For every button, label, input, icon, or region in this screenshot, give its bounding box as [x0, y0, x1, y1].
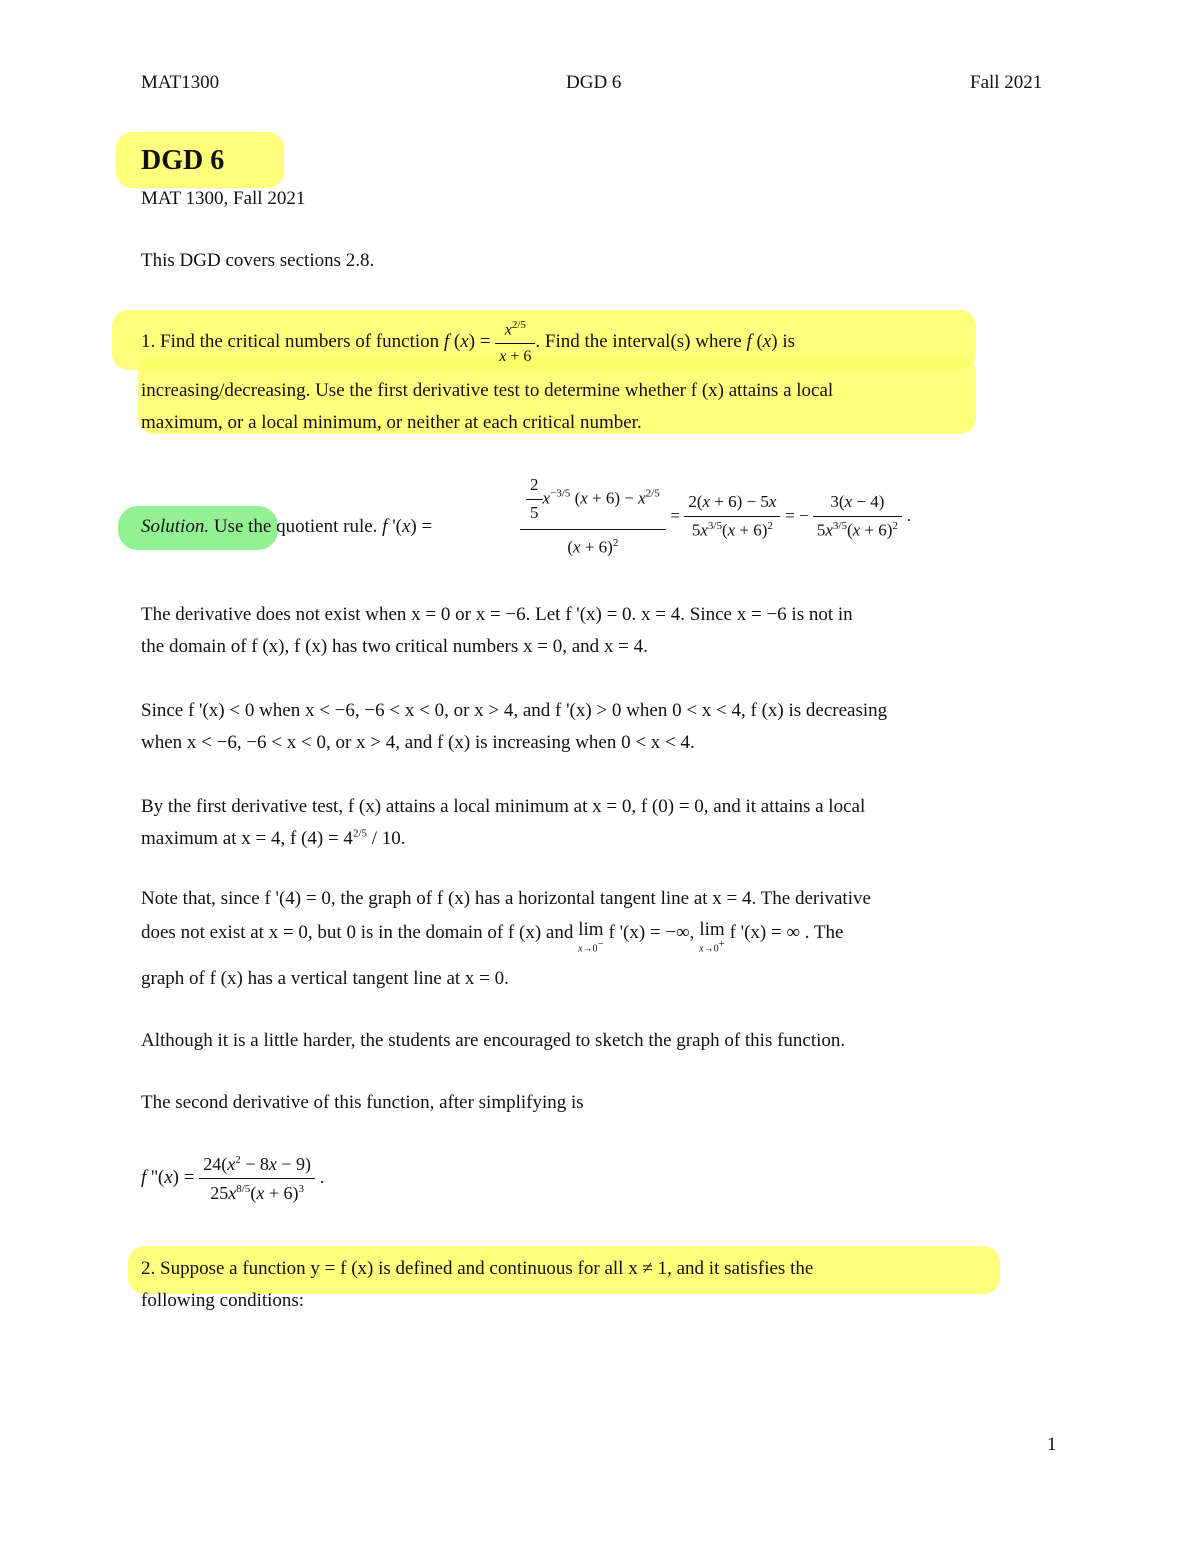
- paragraph-1-line-2: the domain of f (x), f (x) has two critical numbers x = 0, and x = 4.: [141, 636, 648, 657]
- paragraph-5: Although it is a little harder, the students are encouraged to sketch the graph of this function.: [141, 1030, 846, 1051]
- header-left: MAT1300: [141, 72, 220, 93]
- paragraph-2-line-2: when x < −6, −6 < x < 0, or x > 4, and f (x) is increasing when 0 < x < 4.: [141, 732, 695, 753]
- paragraph-3-text-a: maximum at x = 4, f (4) = 4: [141, 828, 353, 849]
- q2-text: Suppose a function y = f (x) is defined and continuous for all x ≠ 1, and it satisfies the: [160, 1258, 814, 1279]
- paragraph-4-text-a: does not exist at x = 0, but 0 is in the domain of f (x) and: [141, 922, 579, 943]
- paragraph-6: The second derivative of this function, after simplifying is: [141, 1092, 584, 1113]
- limit-right: lim x→0+: [699, 919, 725, 955]
- first-derivative-equation: $\frac{2}{5}$ $x^{-3/5}$ $(x + 6) - x^{2/5}$ $(x + 6)^2$ = $\frac{2(x + 6) - 5x}{5x^{3/5}(x + 6)^2}$ = − $\frac{3(x - 4)}{5x^{3/5}(x + 6)^2}$ .: [520, 474, 911, 559]
- paragraph-4-line-1: Note that, since f '(4) = 0, the graph of f (x) has a horizontal tangent line at x = 4. The derivative: [141, 888, 871, 909]
- paragraph-2-line-1: Since f '(x) < 0 when x < −6, −6 < x < 0, or x > 4, and f '(x) > 0 when 0 < x < 4, f (x) is decreasing: [141, 700, 888, 721]
- q1-text-b: . Find the interval(s) where: [535, 331, 747, 353]
- solution-line: Solution. Use the quotient rule. f '(x) =: [141, 516, 433, 537]
- q2-line-1: [141, 1256, 813, 1282]
- q1-text-a: Find the critical numbers of function: [160, 331, 444, 353]
- q1-line-3: maximum, or a local minimum, or neither at each critical number.: [141, 412, 642, 433]
- q1-line-2: increasing/decreasing. Use the first derivative test to determine whether f (x) attains a local: [141, 380, 834, 401]
- q1-line-1: 1. Find the critical numbers of function f (x) = $\frac{x^{2/5}}{x + 6}$ . Find the interval(s) where f (x) is: [141, 318, 795, 368]
- paragraph-3-line-1: By the first derivative test, f (x) attains a local minimum at x = 0, f (0) = 0, and it attains a local: [141, 796, 866, 817]
- limit-left: lim x→0−: [578, 919, 604, 955]
- solution-intro: Use the quotient rule.: [209, 516, 383, 537]
- header-right: Fall 2021: [970, 72, 1043, 93]
- q1-function-fraction: $\frac{x^{2/5}}{x + 6}$: [495, 318, 535, 368]
- paragraph-3-exponent: 2/5: [352, 827, 367, 840]
- document-title: DGD 6: [141, 145, 225, 176]
- header-center: DGD 6: [566, 72, 622, 93]
- q1-text-c: is: [777, 331, 795, 353]
- paragraph-4-text-b: f '(x) = −∞,: [603, 922, 700, 943]
- q2-line-2: following conditions:: [141, 1290, 305, 1311]
- paragraph-4-text-c: f '(x) = ∞ . The: [724, 922, 844, 943]
- second-derivative-equation: f ''(x) = $\frac{24(x^2 - 8x - 9)}{25x^{8/5}(x + 6)^3}$ .: [141, 1154, 325, 1204]
- intro-text: This DGD covers sections 2.8.: [141, 250, 375, 271]
- paragraph-3-text-b: / 10.: [367, 828, 406, 849]
- paragraph-1-line-1: The derivative does not exist when x = 0 or x = −6. Let f '(x) = 0. x = 4. Since x = −6 is not in: [141, 604, 853, 625]
- page-number: 1: [1047, 1434, 1057, 1455]
- paragraph-4-line-3: graph of f (x) has a vertical tangent line at x = 0.: [141, 968, 509, 989]
- q1-number: 1.: [141, 331, 156, 353]
- document-subtitle: MAT 1300, Fall 2021: [141, 188, 306, 209]
- q2-number: 2.: [141, 1258, 156, 1279]
- paragraph-3-line-2: [141, 826, 406, 852]
- solution-label: Solution.: [141, 516, 210, 537]
- paragraph-4-line-2: [141, 920, 843, 954]
